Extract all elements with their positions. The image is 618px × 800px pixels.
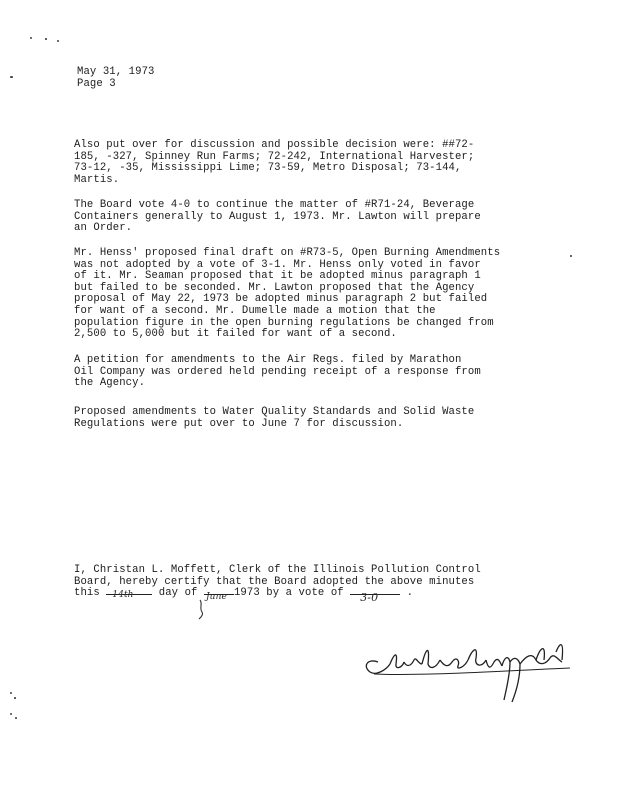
scan-speck — [570, 255, 572, 257]
text-line: population figure in the open burning regulations be changed from — [74, 316, 494, 329]
pen-stroke-mark — [197, 598, 209, 620]
text-line: The Board vote 4-0 to continue the matter of #R71-24, Beverage — [74, 199, 475, 211]
paragraph-items-put-over — [74, 140, 474, 186]
text-line: Oil Company was ordered held pending receipt of a response from — [74, 365, 481, 378]
text-line: Containers generally to August 1, 1973. Mr. Lawton will prepare — [74, 210, 481, 223]
text-line: Board, hereby certify that the Board adopted the above minutes — [74, 575, 475, 588]
text-fragment: day of — [152, 587, 204, 600]
vote-blank — [350, 591, 400, 605]
text-line: but failed to be seconded. Mr. Lawton proposed that the Agency — [74, 281, 475, 294]
handwritten-vote: 3-0 — [360, 591, 379, 605]
header-page-number: Page 3 — [77, 77, 116, 90]
scan-speck — [45, 38, 47, 40]
clerk-signature — [360, 630, 580, 705]
text-line: A petition for amendments to the Air Regs. filed by Marathon — [74, 354, 462, 366]
paragraph-open-burning — [74, 248, 500, 341]
paragraph-water-quality — [74, 407, 474, 430]
scan-speck — [14, 697, 16, 699]
scan-speck — [10, 713, 12, 715]
text-line: was not adopted by a vote of 3-1. Mr. Henss only voted in favor — [74, 258, 481, 271]
text-line: Proposed amendments to Water Quality Standards and Solid Waste — [74, 406, 475, 418]
handwritten-month: June — [205, 592, 227, 603]
text-line: Regulations were put over to June 7 for discussion. — [74, 417, 404, 430]
text-line: proposal of May 22, 1973 be adopted minus paragraph 2 but failed — [74, 293, 488, 306]
text-fragment: . — [400, 587, 414, 600]
text-line: Mr. Henss' proposed final draft on #R73-5, Open Burning Amendments — [74, 247, 501, 259]
text-line: of it. Mr. Seaman proposed that it be adopted minus paragraph 1 — [74, 270, 481, 283]
handwritten-day: 14th — [112, 590, 134, 601]
paragraph-marathon-petition — [74, 355, 481, 390]
scan-speck — [10, 76, 13, 78]
header-date: May 31, 1973 — [77, 66, 155, 78]
month-blank — [204, 592, 234, 603]
text-line: Also put over for discussion and possible decision were: ##72- — [74, 139, 475, 151]
paragraph-beverage-containers — [74, 200, 481, 235]
text-line: the Agency. — [74, 377, 146, 390]
text-line: Martis. — [74, 173, 120, 186]
certification-date-line — [74, 587, 481, 605]
text-line: 2,500 to 5,000 but it failed for want of a second. — [74, 328, 397, 341]
day-blank — [106, 590, 152, 601]
text-line: 185, -327, Spinney Run Farms; 72-242, International Harvester; — [74, 150, 475, 163]
scan-speck — [15, 717, 17, 719]
clerk-certification — [74, 564, 481, 605]
scan-speck — [30, 37, 32, 39]
page-header — [77, 67, 155, 90]
text-line: I, Christan L. Moffett, Clerk of the Illinois Pollution Control — [74, 564, 481, 576]
scan-speck — [10, 692, 12, 694]
scan-speck — [57, 40, 59, 42]
text-line: 73-12, -35, Mississippi Lime; 73-59, Metro Disposal; 73-144, — [74, 162, 462, 175]
text-fragment: this — [74, 587, 107, 600]
text-fragment: 1973 by a vote of — [233, 587, 351, 600]
text-line: an Order. — [74, 222, 133, 235]
text-line: for want of a second. Mr. Dumelle made a motion that the — [74, 304, 436, 317]
